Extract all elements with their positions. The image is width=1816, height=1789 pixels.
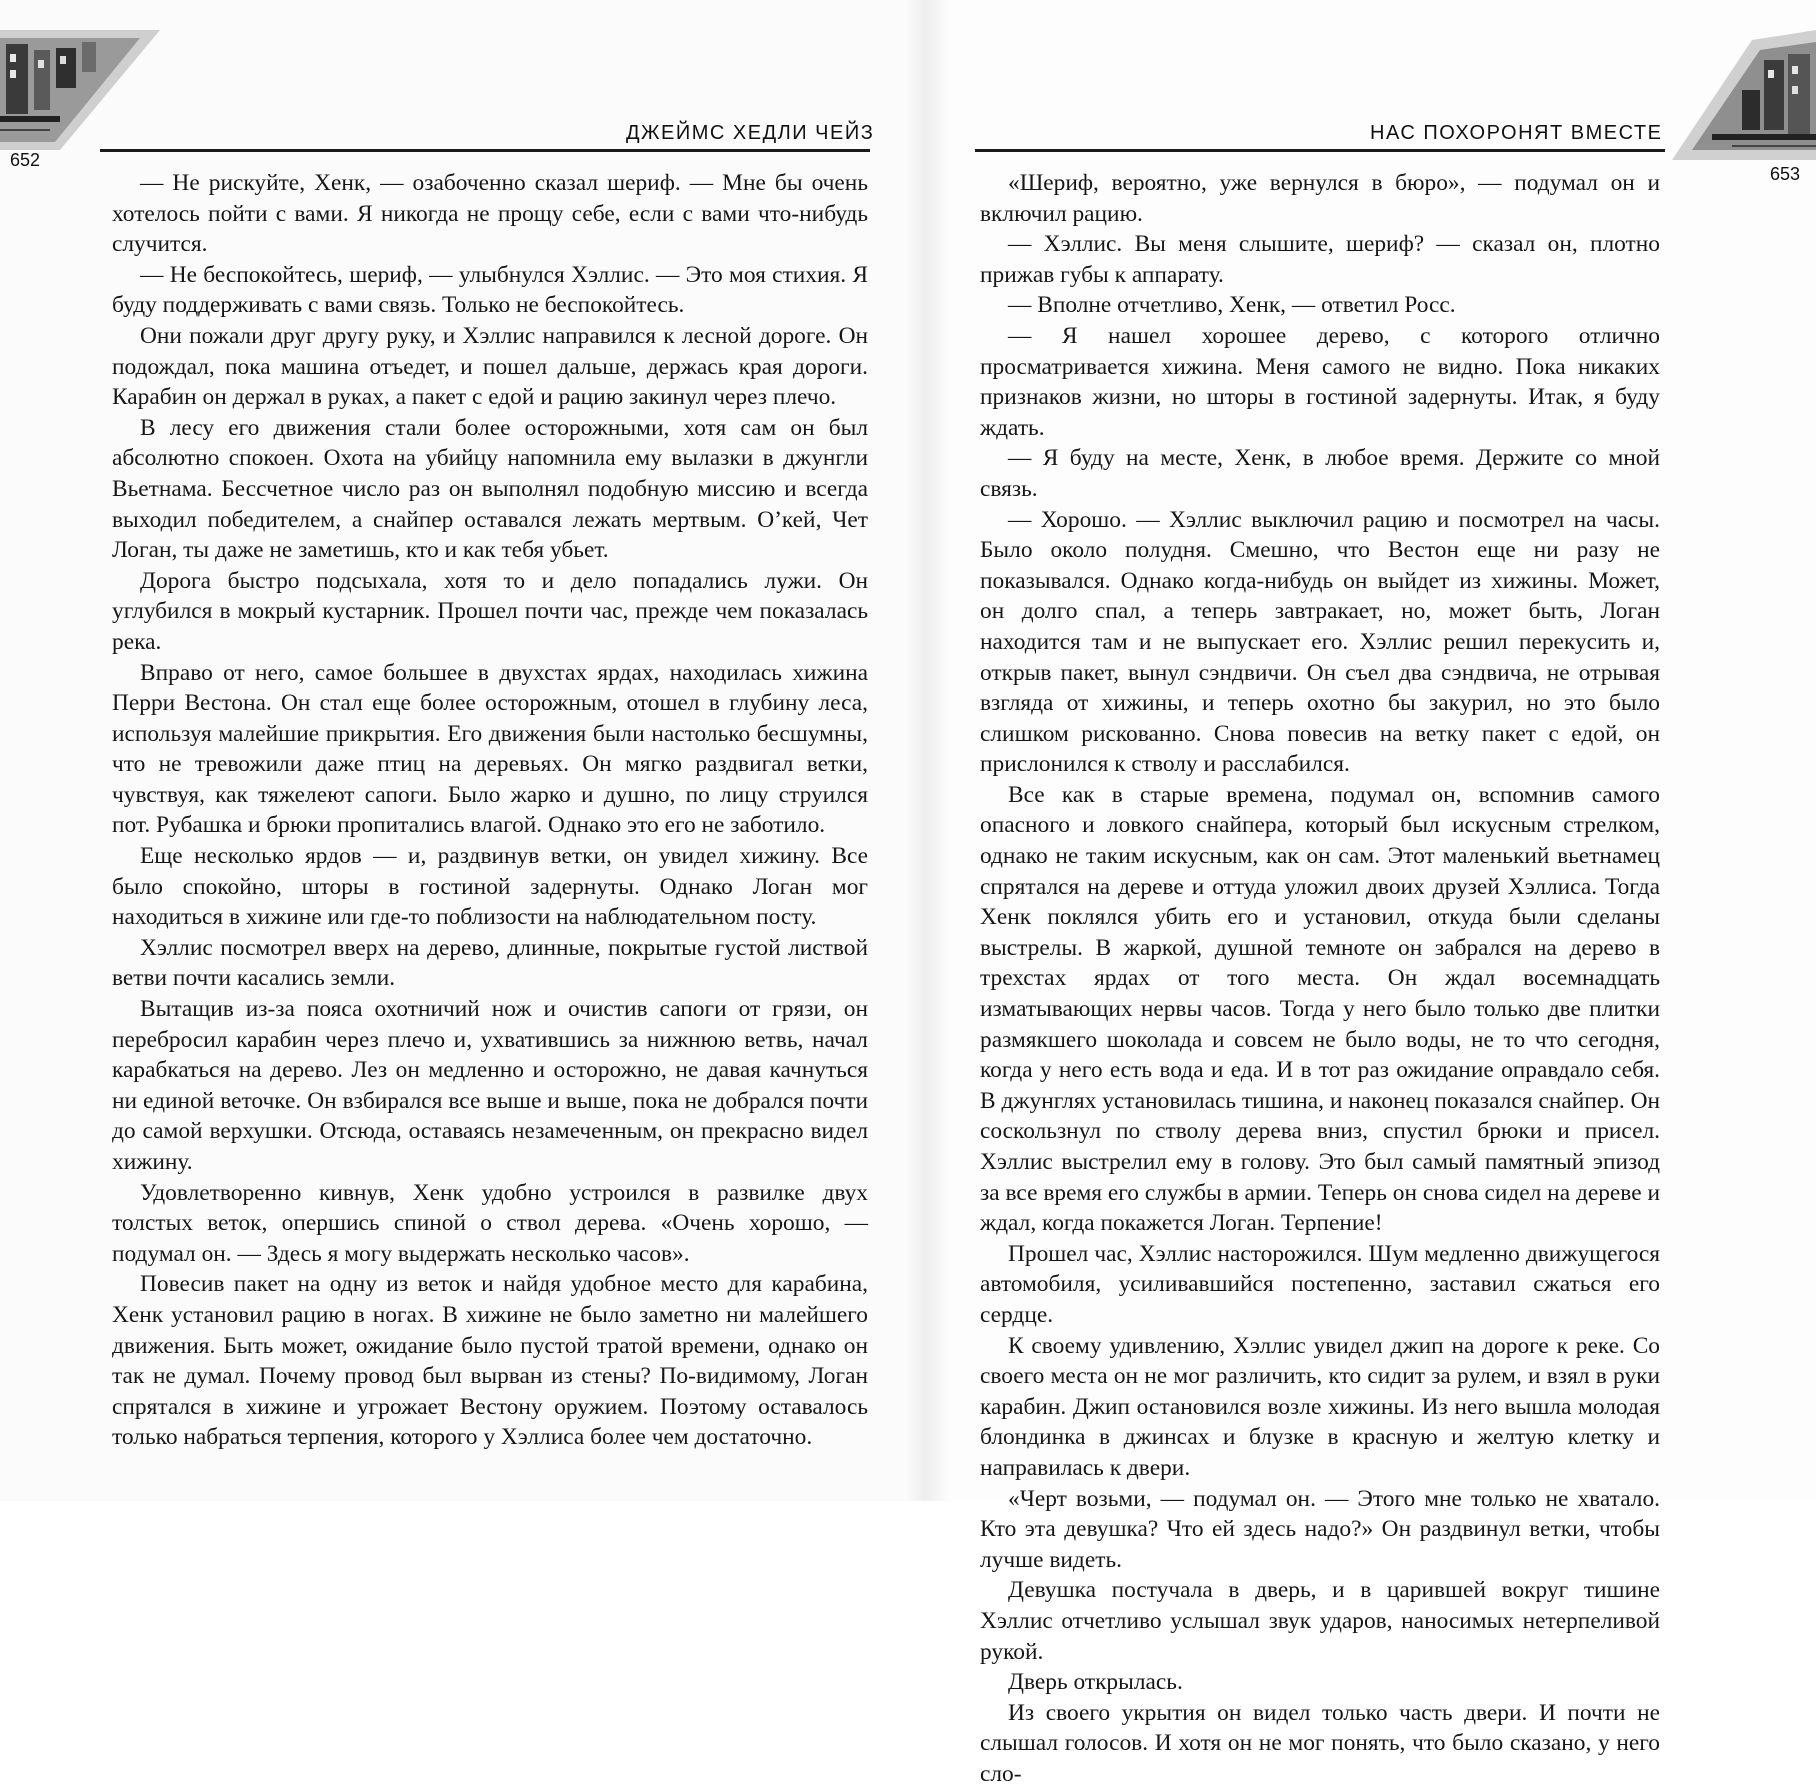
left-page-number: 652 [10,150,41,170]
paragraph: — Вполне отчетливо, Хенк, — ответил Росс. [1008,292,1456,319]
paragraph: Дорога быстро подсыхала, хотя то и дело попадались лужи. Он углубился в мокрый кустарник. Прошел почти час, прежде чем показалась река. [112,567,868,655]
left-page [0,0,905,1501]
paragraph: — Я нашел хорошее дерево, с которого отлично просматривается хижина. Меня самого не видно. Пока никаких признаков жизни, но шторы в гостиной задернуты. Итак, я буду ждать. [980,322,1660,441]
paragraph: В лесу его движения стали более осторожными, хотя сам он был абсолютно спокоен. Охота на убийцу напомнила ему вылазки в джунгли Вьетнама. Бессчетное число раз он выполнял подобную миссию и всегда выходил победителем, а снайпер оставался лежать мертвым. О’кей, Чет Логан, ты даже не заметишь, кто и как тебя убьет. [112,414,868,564]
paragraph: — Не беспокойтесь, шериф, — улыбнулся Хэллис. — Это моя стихия. Я буду поддерживать с вами связь. Только не беспокойтесь. [112,261,868,319]
paragraph: Девушка постучала в дверь, и в царившей вокруг тишине Хэллис отчетливо услышал звук ударов, наносимых нетерпеливой рукой. [980,1577,1660,1665]
paragraph: Вытащив из-за пояса охотничий нож и очистив сапоги от грязи, он перебросил карабин через плечо и, ухватившись за нижнюю ветвь, начал карабкаться на дерево. Лез он медленно и осторожно, не давая качнуться ни единой веточке. Он взбирался все выше и выше, пока не добрался почти до самой верхушки. Отсюда, оставаясь незамеченным, он прекрасно видел хижину. [112,996,868,1175]
paragraph: Повесив пакет на одну из веток и найдя удобное место для карабина, Хенк установил рацию в ногах. В хижине не было заметно ни малейшего движения. Быть может, ожидание было пустой тратой времени, однако он так не думал. Почему провод был вырван из стены? По-видимому, Логан спрятался в хижине и угрожает Вестону оружием. Поэтому оставалось только набраться терпения, которого у Хэллиса более чем достаточно. [112,1271,868,1451]
paragraph: Дверь открылась. [1008,1669,1183,1696]
left-body-text [112,168,868,1453]
paragraph: Из своего укрытия он видел только часть двери. И почти не слышал голосов. И хотя он не мог понять, что было сказано, у него сло- [980,1699,1660,1787]
paragraph: Еще несколько ярдов — и, раздвинув ветки, он увидел хижину. Все было спокойно, шторы в гостиной задернуты. Однако Логан мог находиться в хижине или где-то поблизости на наблюдательном посту. [112,843,868,931]
right-page-number: 653 [1770,164,1801,184]
left-header-rule [100,149,870,152]
paragraph: К своему удивлению, Хэллис увидел джип на дороге к реке. Со своего места он не мог различить, кто сидит за рулем, и взял в руки карабин. Джип остановился возле хижины. Из него вышла молодая блондинка в джинсах и блузке в красную и желтую клетку и направилась к двери. [980,1332,1660,1481]
paragraph: — Не рискуйте, Хенк, — озабоченно сказал шериф. — Мне бы очень хотелось пойти с вами. Я никогда не прощу себе, если с вами что-нибудь случится. [112,170,868,258]
right-page [950,0,1816,1787]
book-gutter [905,0,950,1501]
paragraph: — Хорошо. — Хэллис выключил рацию и посмотрел на часы. Было около полудня. Смешно, что Вестон еще ни разу не показывался. Однако когда-нибудь он выйдет из хижины. Может, он долго спал, а теперь завтракает, но, может быть, Логан находится там и не выпускает его. Хэллис решил перекусить и, открыв пакет, вынул сэндвичи. Он съел два сэндвича, не отрывая взгляда от хижины, и теперь охотно бы закурил, но это было слишком рискованно. Снова повесив на ветку пакет с едой, он прислонился к стволу и расслабился. [980,506,1660,778]
paragraph: Прошел час, Хэллис насторожился. Шум медленно движущегося автомобиля, усиливавшийся постепенно, заставил сжаться его сердце. [980,1240,1660,1328]
right-header-illustration [1672,30,1816,160]
paragraph: Хэллис посмотрел вверх на дерево, длинные, покрытые густой листвой ветви почти касались земли. [112,934,868,992]
paragraph: Они пожали друг другу руку, и Хэллис направился к лесной дороге. Он подождал, пока машина отъедет, и пошел дальше, держась края дороги. Карабин он держал в руках, а пакет с едой и рацию закинул через плечо. [112,322,868,411]
paragraph: Все как в старые времена, подумал он, вспомнив самого опасного и ловкого снайпера, который был искусным стрелком, однако не таким искусным, как он сам. Этот маленький вьетнамец спрятался на дереве и оттуда уложил двоих друзей Хэллиса. Тогда Хенк поклялся убить его и установил, откуда были сделаны выстрелы. В жаркой, душной темноте он забрался на дерево в трехстах ярдах от того места. Он ждал восемнадцать изматывающих нервы часов. Тогда у него было только две плитки размякшего шоколада и совсем не было воды, не то что сегодня, когда у него есть вода и еда. И в тот раз ожидание оправдало себя. В джунглях установилась тишина, и наконец показался снайпер. Он соскользнул по стволу дерева вниз, спустил брюки и присел. Хэллис выстрелил ему в голову. Это был самый памятный эпизод за все время его службы в армии. Теперь он снова сидел на дереве и ждал, когда покажется Логан. Терпение! [980,781,1660,1237]
paragraph: «Шериф, вероятно, уже вернулся в бюро», — подумал он и включил рацию. [980,170,1660,227]
paragraph: Удовлетворенно кивнув, Хенк удобно устроился в развилке двух толстых веток, опершись спиной о ствол дерева. «Очень хорошо, — подумал он. — Здесь я могу выдержать несколько часов». [112,1179,868,1267]
paragraph: «Черт возьми, — подумал он. — Этого мне только не хватало. Кто эта девушка? Что ей здесь надо?» Он раздвинул ветки, чтобы лучше видеть. [980,1485,1660,1573]
right-running-head: НАС ПОХОРОНЯТ ВМЕСТЕ [1370,122,1663,144]
left-running-head: ДЖЕЙМС ХЕДЛИ ЧЕЙЗ [626,122,875,144]
right-header-rule [975,149,1665,152]
paragraph: — Хэллис. Вы меня слышите, шериф? — сказал он, плотно прижав губы к аппарату. [980,231,1660,288]
left-header-illustration [0,30,160,150]
paragraph: — Я буду на месте, Хенк, в любое время. Держите со мной связь. [980,445,1660,502]
paragraph: Вправо от него, самое большее в двухстах ярдах, находилась хижина Перри Вестона. Он стал еще более осторожным, отошел в глубину леса, используя малейшие прикрытия. Его движения были настолько бесшумны, что не тревожили даже птиц на деревьях. Он мягко раздвигал ветки, чувствуя, как тяжелеют сапоги. Было жарко и душно, по лицу струился пот. Рубашка и брюки пропитались влагой. Однако это его не заботило. [112,659,868,839]
right-body-text [980,168,1660,1789]
